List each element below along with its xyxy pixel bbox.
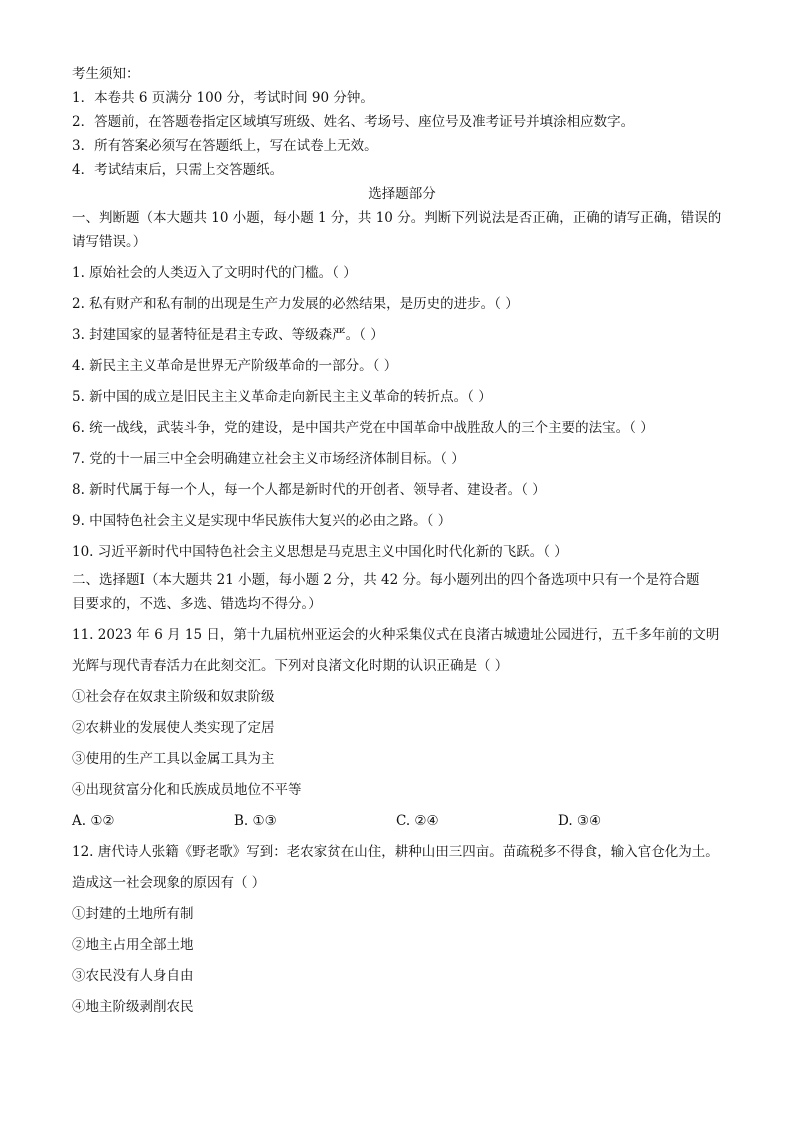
option-d: D. ③④ [558,813,602,829]
option-a: A. ①② [72,813,115,829]
question-11-stem: 11. 2023 年 6 月 15 日，第十九届杭州亚运会的火种采集仪式在良渚古城遗址公园进行，五千多年前的文明 [72,627,720,643]
question-12-stem: 12. 唐代诗人张籍《野老歌》写到：老农家贫在山住，耕种山田三四亩。苗疏税多不得食，输入官仓化为土。 [72,844,719,860]
question-12-statement: ①封建的土地所有制 [72,906,194,922]
notice-title: 考生须知： [72,66,140,82]
question-12-statement: ②地主占用全部土地 [72,937,194,953]
notice-item: 2．答题前，在答题卷指定区域填写班级、姓名、考场号、座位号及准考证号并填涂相应数字。 [72,114,635,130]
part1-heading: 一、判断题（本大题共 10 小题，每小题 1 分，共 10 分。判断下列说法是否正确，正确的请写正确，错误的 [72,210,722,226]
judge-question-10: 10. 习近平新时代中国特色社会主义思想是马克思主义中国化时代化新的飞跃。（ ） [72,544,568,560]
judge-question-6: 6. 统一战线，武装斗争，党的建设，是中国共产党在中国革命中战胜敌人的三个主要的法宝。（ ） [72,420,654,436]
exam-page [72,62,732,1019]
question-11-statement: ④出现贫富分化和氏族成员地位不平等 [72,782,302,798]
section-title: 选择题部分 [368,186,436,202]
question-12-statement: ③农民没有人身自由 [72,968,194,984]
option-b: B. ①③ [234,813,277,829]
option-c: C. ②④ [396,813,439,829]
judge-question-3: 3. 封建国家的显著特征是君主专政、等级森严。（ ） [72,327,384,343]
judge-question-5: 5. 新中国的成立是旧民主主义革命走向新民主主义革命的转折点。（ ） [72,389,492,405]
judge-question-1: 1. 原始社会的人类迈入了文明时代的门槛。（ ） [72,265,357,281]
judge-question-7: 7. 党的十一届三中全会明确建立社会主义市场经济体制目标。（ ） [72,451,465,467]
notice-item: 3．所有答案必须写在答题纸上，写在试卷上无效。 [72,138,378,154]
judge-question-9: 9. 中国特色社会主义是实现中华民族伟大复兴的必由之路。（ ） [72,513,452,529]
question-11-statement: ①社会存在奴隶主阶级和奴隶阶级 [72,689,275,705]
part1-heading-cont: 请写错误。） [72,234,147,250]
judge-question-8: 8. 新时代属于每一个人，每一个人都是新时代的开创者、领导者、建设者。（ ） [72,482,546,498]
question-11-statement: ③使用的生产工具以金属工具为主 [72,751,275,767]
judge-question-4: 4. 新民主主义革命是世界无产阶级革命的一部分。（ ） [72,358,398,374]
question-11-stem-cont: 光辉与现代青春活力在此刻交汇。下列对良渚文化时期的认识正确是（ ） [72,658,509,674]
notice-item: 4．考试结束后，只需上交答题纸。 [72,162,284,178]
question-11-options [72,809,732,833]
question-11-statement: ②农耕业的发展使人类实现了定居 [72,720,275,736]
question-12-statement: ④地主阶级剥削农民 [72,999,194,1015]
question-12-stem-cont: 造成这一社会现象的原因有（ ） [72,875,266,891]
judge-question-2: 2. 私有财产和私有制的出现是生产力发展的必然结果，是历史的进步。（ ） [72,296,519,312]
part2-heading: 二、选择题Ⅰ（本大题共 21 小题，每小题 2 分，共 42 分。每小题列出的四个备选项中只有一个是符合题 [72,572,700,588]
part2-heading-cont: 目要求的，不选、多选、错选均不得分。） [72,596,322,612]
notice-item: 1．本卷共 6 页满分 100 分，考试时间 90 分钟。 [72,90,374,106]
